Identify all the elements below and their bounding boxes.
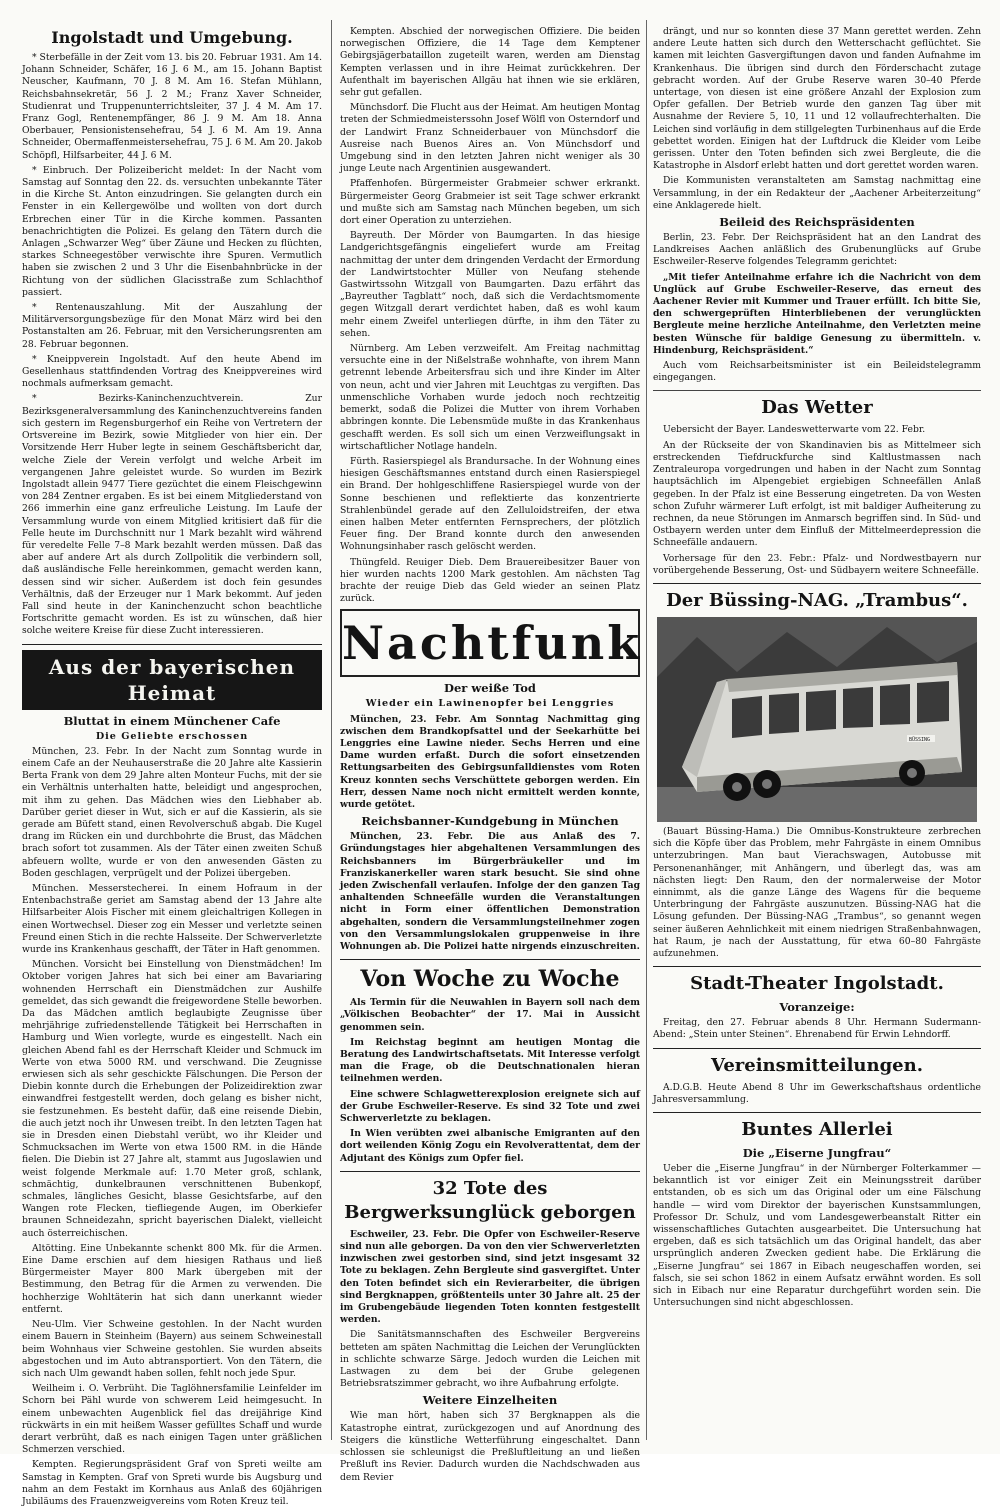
article-kommunisten: Die Kommunisten veranstalteten am Samstag nachmittag eine Versammlung, in der ein Redakteur der „Aachener Arbeiterzeitung“ eine Anklagerede hielt. (653, 175, 981, 211)
headline-voranzeige: Voranzeige: (779, 1000, 855, 1015)
article-altoetting: Altötting. Eine Unbekannte schenkt 800 Mk. für die Armen. Eine Dame erschien auf dem hiesigen Rathaus und ließ Bürgermeister Mayer 800 Mark übergeben mit der Bestimmung, den Betrag für die Armen zu verwenden. Die hochherzige Wohltäterin hat sich dann unerkannt wieder entfernt. (22, 1242, 322, 1315)
section-title-trambus: Der Büssing-NAG. „Trambus“. (666, 589, 968, 611)
divider (653, 1048, 981, 1049)
article-sterbefaelle: * Sterbefälle in der Zeit vom 13. bis 20. Februar 1931. Am 14. Johann Schneider, Schäfer, 16 J. 6 M., am 15. Johann Baptist Neuscher, Kaufmann, 70 J. 8 M. Am 16. Stefan Mühlann, Reichsbahnsekretär, 56 J. 2 M.; Franz Xaver Schneider, Studienrat und Truppenunterrichtsleiter, 37 J. 4 M. Am 17. Franz Gogl, Rentenempfänger, 86 J. 9 M. Am 18. Anna Oberbauer, Pensionistensehefrau, 54 J. 6 M. Am 19. Anna Schneider, Obermaffenmeistersehefrau, 75 J. 6 M. Am 20. Jakob Schöpfl, Hilfsarbeiter, 44 J. 6 M. (22, 52, 322, 161)
article-weilheim: Weilheim i. O. Verbrüht. Die Taglöhnersfamilie Leinfelder im Schorn bei Pähl wurde von schwerem Leid heimgesucht. In einem unbewachten Augenblick fiel das dreijährige Kind rückwärts in ein mit heißem Wasser gefülltes Schaff und wurde derart verbrüht, daß es nach einigen Tagen unter gräßlichen Schmerzen verschied. (22, 1383, 322, 1456)
article-muenchen-dienstmaedchen: München. Vorsicht bei Einstellung von Dienstmädchen! Im Oktober vorigen Jahres hat sich bei einer am Bavariaring wohnenden Herrschaft ein Dienstmädchen zur Aushilfe gemeldet, das sich gewandt die freigewordene Stelle beworben. Da das Mädchen amtlich beglaubigte Zeugnisse über mehrjährige zufriedenstellende Tätigkeit bei Herrschaften in Hamburg und Wien vorlegte, wurde es eingestellt. Nach ein gleichen Abend fahl es der Herrschaft Kleider und Schmuck im Werte von etwa 5000 RM. und verschwand. Die Zeugnisse erwiesen sich als sehr geschickte Fälschungen. Die Person der Diebin konnte durch die Erhebungen der Polizeidirektion zwar einwandfrei festgestellt werden, doch gelang es bisher nicht, sie festzunehmen. Es besteht dafür, daß eine reisende Diebin, die auch jetzt noch ihr Unwesen treibt. In den letzten Tagen hat sie in Dresden einen Diebstahl verübt, wo ihr Kleider und Schmucksachen im Werte von etwa 1500 RM. in die Hände fielen. Die Diebin ist 27 Jahre alt, stammt aus Jugoslawien und weist folgende Merkmale auf: 1.70 Meter groß, schlank, schmächtig, dunkelbraunen verschnittenen Bubenkopf, schmales, längliches Gesicht, blasse Gesichtsfarbe, auf den Wangen rote Flecken, tiefliegende Augen, im Oberkiefer braunen Schneidezahn, spricht bayerischen Dialekt, vielleicht auch österreichischen. (22, 959, 322, 1239)
divider (653, 583, 981, 584)
article-fuerth: Fürth. Rasierspiegel als Brandursache. In der Wohnung eines hiesigen Geschäftsmannes entstand durch einen Rasierspiegel ein Brand. Der hohlgeschliffene Rasierspiegel wurde von der Sonne beschienen und reflektierte das konzentrierte Strahlenbündel gerade auf den Zelluloidstreifen, der etwa einen halben Meter entfernten Fernsprechers, der plötzlich Feuer fing. Der Brand konnte durch den anwesenden Wohnungsinhaber rasch gelöscht werden. (340, 455, 640, 553)
article-trambus: (Bauart Büssing-Hama.) Die Omnibus-Konstrukteure zerbrechen sich die Köpfe über das Problem, mehr Fahrgäste in einem Omnibus unterzubringen. Man baut Vierachswagen, Autobusse mit Personenanhänger, mit Anhängern, und überlegt das, was am nächsten liegt: Den Raum, den der normalerweise der Motor einnimmt, als die ganze Länge des Wagens für die bequeme Unterbringung der Fahrgäste auszunutzen. Büssing-NAG hat die Lösung gefunden. Der Büssing-NAG „Trambus“, so genannt wegen seiner äußeren Aehnlichkeit mit einem niedrigen Straßenbahnwagen, hat Raum, je nach der Ausstattung, für etwa 60–80 Fahrgäste aufzunehmen. (653, 825, 981, 959)
headline-weisse-tod: Der weiße Tod (444, 681, 536, 696)
divider (653, 390, 981, 391)
article-eschweiler-saerge: Die Sanitätsmannschaften des Eschweiler Bergvereins betteten am späten Nachmittag die Leichen der Verunglückten in schlichte schwarze Särge. Jedoch wurden die Leichen mit Lastwagen zu dem bei der Grube gelegenen Betriebsratszimmer gebracht, wo ihre Aufbahrung erfolgte. (340, 1329, 640, 1390)
article-beileid-arbeitsminister: Auch vom Reichsarbeitsminister ist ein Beileidstelegramm eingegangen. (653, 360, 981, 384)
article-wetter-lage: An der Rückseite der von Skandinavien bis as Mittelmeer sich erstreckenden Tiefdruckfurche sind Kaltlustmassen nach Zentraleuropa vorgedrungen und haben in der Nacht zum Sonntag hauptsächlich im Alpengebiet ergiebigen Schneefällen Anlaß gegeben. In der Pfalz ist eine Besserung eingetreten. Da von Westen schon Zufuhr wärmerer Luft erfolgt, ist mit baldiger Aufheiterung zu rechnen, da neue Störungen im Anmarsch begriffen sind. In Süd- und Ostbayern werden unter dem Einfluß der Mittelmeerdepression die Schneefälle andauern. (653, 439, 981, 549)
article-eiserne-jungfrau: Ueber die „Eiserne Jungfrau“ in der Nürnberger Folterkammer — bekanntlich ist vor einiger Zeit ein Meinungsstreit darüber entstanden, ob es sich um das Original oder um eine Fälschung handle — wird vom Direktor der bayerischen Kunstsammlungen, Professor Dr. Schulz, und vom Landesgewerbeanstalt Ritter ein wissenschaftliches Gutachten ausgearbeitet. Die Untersuchung hat ergeben, daß es sich tatsächlich um das Original handelt, das aber ursprünglich anderen Zwecken gedient habe. Die Erklärung die „Eiserne Jungfrau“ sei 1867 in Eibach neugeschaffen worden, sei falsch, sie sei schon 1862 in einem Aufsatz erwähnt worden. Es soll sich in Eibach nur eine Reparatur durchgeführt worden sein. Die Untersuchungen sind nicht abgeschlossen. (653, 1162, 981, 1309)
divider (22, 644, 322, 645)
article-woche-reichstag: Im Reichstag beginnt am heutigen Montag die Beratung des Landwirtschaftsetats. Mit Interesse verfolgt man die Frage, ob die Deutschnationalen hieran teilnehmen werden. (340, 1036, 640, 1085)
section-title-heimat: Aus der bayerischen Heimat (22, 650, 322, 710)
article-kneippverein: * Kneippverein Ingolstadt. Auf den heute Abend im Gesellenhaus stattfindenden Vortrag des Kneippvereines wird nochmals aufmerksam gemacht. (22, 353, 322, 390)
section-title-vereinsmitteilungen: Vereinsmitteilungen. (711, 1054, 923, 1076)
column-left (22, 26, 322, 1511)
article-eschweiler-continued: drängt, und nur so konnten diese 37 Mann gerettet werden. Zehn andere Leute hatten sich durch den Wetterschacht geflüchtet. Sie kamen mit leichten Gasvergiftungen davon und fanden Aufnahme im Krankenhaus. Die übrigen sind durch den Förderschacht zutage gebracht worden. Auf der Grube Reserve waren 30–40 Pferde untertage, von diesen ist eine größere Anzahl der Explosion zum Opfer gefallen. Der Betrieb wurde den ganzen Tag über mit Ausnahme der Reviere 5, 10, 11 und 12 vollaufrechterhalten. Die Leichen sind vorläufig in dem stillgelegten Turbinenhaus auf die Erde gebettet worden. Einigen hat der Luftdruck die Kleider vom Leibe gerissen. Unter den Toten befinden sich zwei Bergleute, die die Katastrophe in Alsdorf erlebt hatten und dort gerettet worden waren. (653, 26, 981, 172)
article-rentenauszahlung: * Rentenauszahlung. Mit der Auszahlung der Militärversorgungsbezüge für den Monat März wird bei den Postanstalten am 26. Februar, mit den Versicherungsrenten am 28. Februar begonnen. (22, 302, 322, 350)
section-title-buntes-allerlei: Buntes Allerlei (741, 1118, 893, 1140)
subheadline-lawinenopfer: Wieder ein Lawinenopfer bei Lenggries (365, 698, 615, 710)
article-woche-neuwahlen: Als Termin für die Neuwahlen in Bayern soll nach dem „Völkischen Beobachter“ der 17. Mai in Aussicht genommen sein. (340, 997, 640, 1033)
article-thuengfeld: Thüngfeld. Reuiger Dieb. Dem Brauereibesitzer Bauer von hier wurden nachts 1200 Mark gestohlen. Am nächsten Tag brachte der reuige Dieb das Geld wieder an seinen Platz zurück. (340, 556, 640, 605)
trambus-photo (657, 617, 977, 822)
article-kempten-graf: Kempten. Regierungspräsident Graf von Spreti weilte am Samstag in Kempten. Graf von Spreti wurde bis Augsburg und nahm an dem Festakt im Kornhaus aus Anlaß des 60jährigen Jubiläums des Frauenzweigvereins vom Roten Kreuz teil. (22, 1459, 322, 1507)
article-lawine: München, 23. Febr. Am Sonntag Nachmittag ging zwischen dem Brandkopfsattel und der Seekarhütte bei Lenggries eine Lawine nieder. Sechs Herren und eine Dame wurden erfaßt. Durch die sofort einsetzenden Rettungsarbeiten des Gebirgsunfalldienstes vom Roten Kreuz konnten sechs Verschüttete geborgen werden. Ein Herr, dessen Name noch nicht ermittelt werden konnte, wurde getötet. (340, 713, 640, 810)
subheadline-geliebte: Die Geliebte erschossen (95, 730, 249, 742)
divider (653, 966, 981, 967)
article-wetter-uebersicht: Uebersicht der Bayer. Landeswetterwarte vom 22. Febr. (663, 424, 926, 436)
article-woche-wien: In Wien verübten zwei albanische Emigranten auf den dort weilenden König Zogu ein Revolverattentat, dem der Adjutant des Königs zum Opfer fiel. (340, 1128, 640, 1164)
article-eschweiler: Eschweiler, 23. Febr. Die Opfer von Eschweiler-Reserve sind nun alle geborgen. Da von den vier Schwerverletzten inzwischen zwei gestorben sind, sind jetzt insgesamt 32 Tote zu beklagen. Zehn Bergleute sind gasvergiftet. Unter den Toten befindet sich ein Revierarbeiter, die übrigen sind Bergknappen, größtenteils unter 30 Jahre alt. 25 der im Grubengebäude liegenden Toten konnten festgestellt werden. (340, 1228, 640, 1326)
bus-plate: BÜSSING (909, 736, 931, 743)
divider (653, 1112, 981, 1113)
article-theater: Freitag, den 27. Februar abends 8 Uhr. Hermann Sudermann-Abend: „Stein unter Steinen“. Ehrenabend für Erwin Lehndorff. (653, 1017, 981, 1041)
article-pfaffenhofen: Pfaffenhofen. Bürgermeister Grabmeier schwer erkrankt. Bürgermeister Georg Grabmeier ist seit Tage schwer erkrankt und mußte sich am Samstag nach München begeben, um sich dort einer Operation zu unterziehen. (340, 178, 640, 227)
section-title-wetter: Das Wetter (761, 397, 873, 419)
article-wetter-vorhersage: Vorhersage für den 23. Febr.: Pfalz- und Nordwestbayern nur vorübergehende Besserung, Ost- und Südbayern weitere Schneefälle. (653, 552, 981, 576)
headline-eiserne-jungfrau: Die „Eiserne Jungfrau“ (742, 1145, 892, 1160)
headline-bergwerksunglueck: 32 Tote des Bergwerksunglück geborgen (344, 1177, 636, 1223)
headline-weitere-einzelheiten: Weitere Einzelheiten (422, 1393, 558, 1408)
article-kempten-offiziere: Kempten. Abschied der norwegischen Offiziere. Die beiden norwegischen Offiziere, die 14 Tage dem Kemptener Gebirgsjägerbataillon zugeteilt waren, werden am Dienstag Kempten verlassen und in ihre Heimat zurückkehren. Der Aufenthalt im bayerischen Allgäu hat ihnen wie sie erklären, sehr gut gefallen. (340, 26, 640, 99)
headline-beileid: Beileid des Reichspräsidenten (719, 215, 915, 230)
divider (340, 959, 640, 960)
bus-illustration (657, 617, 977, 822)
section-title-von-woche-zu-woche: Von Woche zu Woche (360, 966, 620, 993)
article-bayreuth: Bayreuth. Der Mörder von Baumgarten. In das hiesige Landgerichtsgefängnis eingeliefert wurde am Freitag nachmittag der unter dem dringenden Verdacht der Ermordung der Landwirtstochter Müller von Neufang stehende Gastwirtssohn Witzgall von Baumgarten. Dazu erfährt das „Bayreuther Tagblatt“ noch, daß sich die Verdachtsmomente gegen Witzgall derart verdichtet haben, daß es wohl kaum mehr einem Zweifel unterliegen dürfte, in ihm den Täter zu sehen. (340, 230, 640, 339)
article-woche-schlagwetter: Eine schwere Schlagwetterexplosion ereignete sich auf der Grube Eschweiler-Reserve. Es sind 32 Tote und zwei Schwerverletzte zu beklagen. (340, 1088, 640, 1125)
column-rule (646, 20, 647, 1440)
divider (340, 1171, 640, 1172)
headline-bluttat: Bluttat in einem Münchener Cafe (63, 713, 281, 728)
article-adgb: A.D.G.B. Heute Abend 8 Uhr im Gewerkschaftshaus ordentliche Jahresversammlung. (653, 1081, 981, 1105)
article-muenchen-bluttat: München, 23. Febr. In der Nacht zum Sonntag wurde in einem Cafe an der Neuhauserstraße die 20 Jahre alte Kassierin Berta Frank von dem 29 Jahre alten Monteur Fuchs, mit der sie ein Verhältnis unterhalten hatte, beleidigt und angesprochen, mit ihm zu gehen. Das Mädchen wies den Liebhaber ab. Darüber geriet dieser in Wut, sich er auf die Kassierin, als sie gerade am Büfett stand, einen Revolverschuß abgab. Die Kugel drang im Rücken ein und durchbohrte die Brust, das Mädchen brach sofort tot zusammen. Als der Täter einen zweiten Schuß abfeuern wollte, wurde er von den anwesenden Gästen zu Boden geschlagen, verprügelt und der Polizei übergeben. (22, 745, 322, 879)
article-reichsbanner: München, 23. Febr. Die aus Anlaß des 7. Gründungstages hier abgehaltenen Versammlungen des Reichsbanners im Bürgerbräukeller und im Franziskanerkeller waren stark besucht. Sie sind ohne jeden Zwischenfall verlaufen. Infolge der den ganzen Tag anhaltenden Schneefälle wurden die Veranstaltungen nicht in Form einer öffentlichen Demonstration abgehalten, sondern die Versammlungsteilnehmer zogen von den Versammlungslokalen gruppenweise in ihre Wohnungen ab. Die Polizei hatte nirgends einzuschreiten. (340, 831, 640, 952)
article-beileid-telegramm: „Mit tiefer Anteilnahme erfahre ich die Nachricht von dem Unglück auf Grube Eschweiler-Reserve, das erneut des Aachener Revier mit Kummer und Trauer erfüllt. Ich bitte Sie, den schwergeprüften Hinterbliebenen der verunglückten Bergleute meine herzliche Anteilnahme, den Verletzten meine besten Wünsche für baldige Genesung zu übermitteln. v. Hindenburg, Reichspräsident.“ (653, 271, 981, 356)
headline-reichsbanner: Reichsbanner-Kundgebung in München (361, 814, 619, 829)
section-title-stadttheater: Stadt-Theater Ingolstadt. (690, 973, 944, 995)
article-kaninchenzuchtverein: * Bezirks-Kaninchenzuchtverein. Zur Bezirksgeneralversammlung des Kaninchenzuchtvereins fanden sich gestern im Regensburgerhof ein Reihe von Vertretern der Ortsvereine im Bezirk, sowie Mitglieder von hier ein. Der Vorsitzende Herr Huber legte in seinem Geschäftsbericht dar, welche Ziele der Verein verfolgt und welche Arbeit im vergangenen Jahre geleistet wurde. So wurden im Bezirk Ingolstadt allein 9477 Tiere gezüchtet die einem Fleischgewinn von 284 Zentner ergaben. Es ist bei einem Mitgliederstand von 266 immerhin eine ganz erfreuliche Leistung. Im Laufe der Versammlung wurde von einem Mitglied kritisiert daß für die Felle heute im Durchschnitt nur 1 Mark bezahlt wird während für veredelte Felle 7–8 Mark bezahlt werden müssen. Daß das aber auf andere Art als durch Zollpolitik die verbindern soll, daß ausländische Felle hereinkommen, gemacht werden kann, dessen sind wir sicher. Außerdem ist doch fein gesundes Verhältnis, daß der Erzeuger nur 1 Mark bekommt. Auf jeden Fall sind heute in der Kaninchenzucht schon beachtliche Fortschritte gemacht worden. Es ist zu wünschen, daß hier solche weitere Kreise für diese Zucht interessieren. (22, 393, 322, 637)
article-beileid: Berlin, 23. Febr. Der Reichspräsident hat an den Landrat des Landkreises Aachen anläßlich des Grubenunglücks auf Grube Eschweiler-Reserve folgendes Telegramm gerichtet: (653, 232, 981, 268)
section-title-ingolstadt: Ingolstadt und Umgebung. (51, 28, 293, 47)
article-einbruch: * Einbruch. Der Polizeibericht meldet: In der Nacht vom Samstag auf Sonntag den 22. ds. versuchten unbekannte Täter in die Kirche St. Anton einzudringen. Sie gelangten durch ein Fenster in ein Kellergewölbe und wollten von dort durch Erbrechen einer Tür in die Kirche kommen. Passanten benachrichtigten die Polizei. Es gelang den Tätern durch die Anlagen „Schwarzer Weg“ über Zäune und Hecken zu flüchten, starkes Schneegestöber verwischte ihre Spuren. Vermutlich haben sie zwischen 2 und 3 Uhr die Eisenbahnbrücke in der Richtung von der südlichen Glacisstraße zum Schlachthof passiert. (22, 164, 322, 298)
column-right (653, 26, 981, 1312)
article-muenchen-messerstecherei: München. Messerstecherei. In einem Hofraum in der Entenbachstraße geriet am Samstag abend der 13 Jahre alte Hilfsarbeiter Alois Fischer mit einem gleichaltrigen Kollegen in einen Wortwechsel. Dieser zog ein Messer und verletzte seinen Freund einen Stich in die rechte Halsseite. Der Schwerverletzte wurde ins Krankenhaus geschafft, der Täter in Haft genommen. (22, 882, 322, 955)
section-title-nachtfunk: Nachtfunk (340, 609, 640, 677)
article-nuernberg: Nürnberg. Am Leben verzweifelt. Am Freitag nachmittag versuchte eine in der Nißelstraße wohnhafte, von ihrem Mann getrennt lebende Arbeitersfrau sich und ihre Kinder im Alter von neun, acht und vier Jahren mit Leuchtgas zu vergiften. Das unmenschliche Vorhaben wurde jedoch noch rechtzeitig bemerkt, sodaß die Polizei die Mutter von ihrem Vorhaben abbringen konnte. Die Lebensmüde mußte in das Krankenhaus geschafft werden. Es soll sich um einen Verzweiflungsakt in wirtschaftlicher Notlage handeln. (340, 343, 640, 452)
column-rule (331, 20, 332, 1440)
article-muenchsdorf: Münchsdorf. Die Flucht aus der Heimat. Am heutigen Montag treten der Schmiedmeisterssohn Josef Wölfl von Osterndorf und der Landwirt Franz Schneiderbauer von Münchsdorf die Ausreise nach Buenos Aires an. Von Münchsdorf und Umgebung sind in den letzten Jahren nicht weniger als 30 junge Leute nach Argentinien ausgewandert. (340, 102, 640, 175)
article-neu-ulm: Neu-Ulm. Vier Schweine gestohlen. In der Nacht wurden einem Bauern in Steinheim (Bayern) aus seinem Schweinestall beim Wohnhaus vier Schweine gestohlen. Sie wurden abseits abgestochen und im Auto abtransportiert. Von den Tätern, die sich nach Ulm gewandt haben sollen, fehlt noch jede Spur. (22, 1319, 322, 1379)
column-middle (340, 26, 643, 1487)
article-weitere-einzelheiten: Wie man hört, haben sich 37 Bergknappen als die Katastrophe eintrat, zurückgezogen und auf Anordnung des Steigers die künstliche Wetterführung eingeschaltet. Dann schlossen sie schleunigst die Preßluftleitung an und ließen Preßluft ins Revier. Dadurch wurden die Nachdschwaden aus dem Revier (340, 1410, 640, 1483)
